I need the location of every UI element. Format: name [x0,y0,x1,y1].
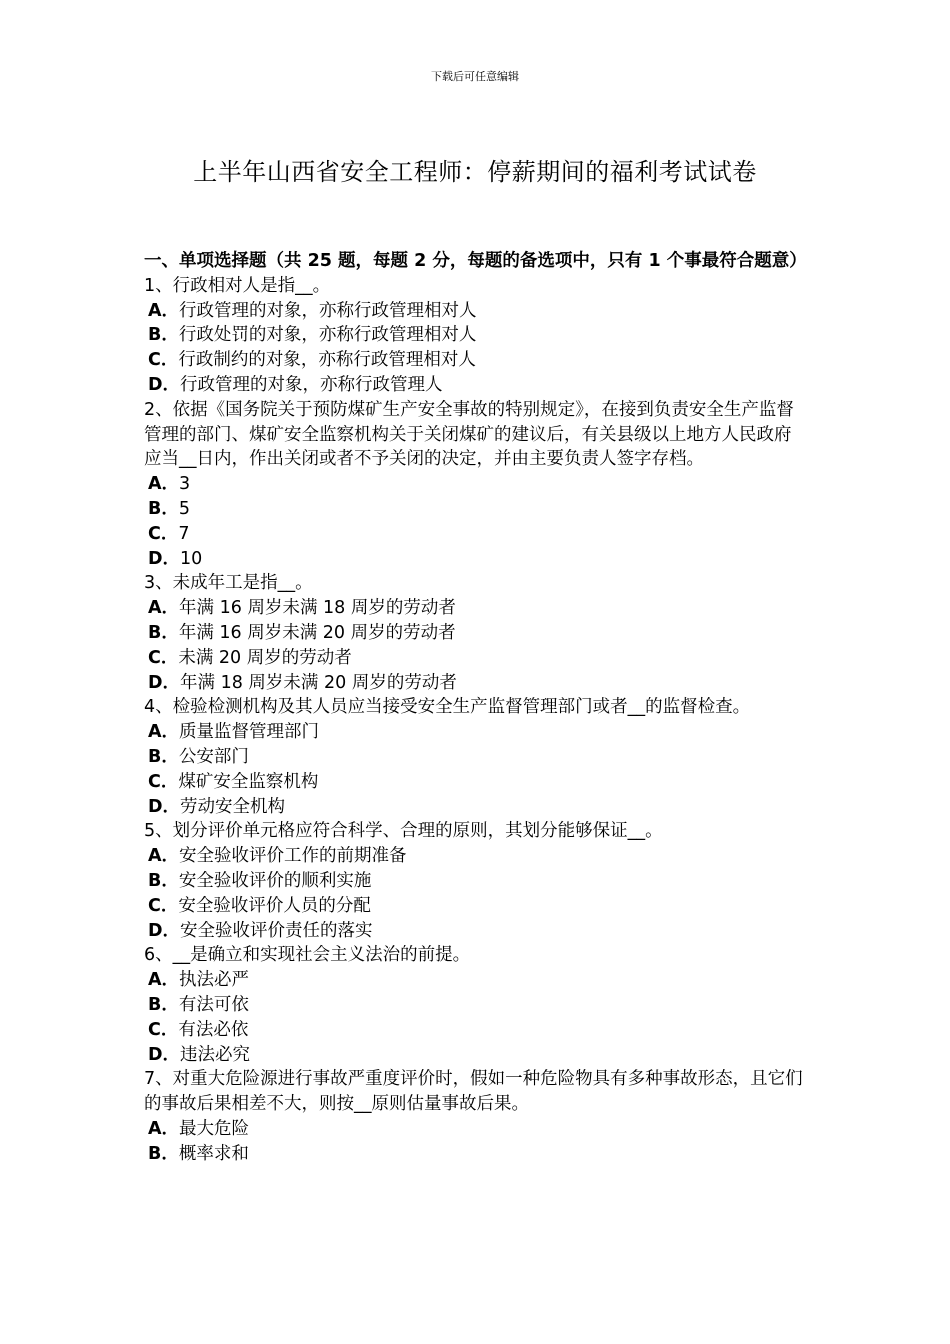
option-text: 行政管理的对象，亦称行政管理相对人 [179,300,477,321]
section-heading: 一、单项选择题（共 25 题，每题 2 分，每题的备选项中，只有 1 个事最符合题意） [144,251,807,271]
option-letter: D． [148,796,181,817]
option-letter: C． [148,523,179,544]
answer-option [144,348,808,373]
answer-option [144,1043,808,1068]
option-text: 劳动安全机构 [180,796,286,817]
option-text: 3 [179,474,191,495]
option-text: 7 [178,523,190,544]
option-text: 年满 16 周岁未满 18 周岁的劳动者 [179,598,456,619]
question-stem: 3、未成年工是指__。 [144,573,313,594]
question-stem: 6、__是确立和实现社会主义法治的前提。 [144,945,471,966]
option-text: 行政管理的对象，亦称行政管理人 [180,374,443,395]
answer-option [144,770,808,795]
answer-option [144,522,808,547]
option-letter: C． [148,350,179,371]
answer-option [144,968,808,993]
question-block [144,274,808,398]
answer-option [144,720,808,745]
document-title: 上半年山西省安全工程师：停薪期间的福利考试试卷 [193,158,757,186]
question-stem: 4、检验检测机构及其人员应当接受安全生产监督管理部门或者__的监督检查。 [144,697,751,718]
option-text: 概率求和 [178,1143,249,1164]
question-block [144,819,808,943]
option-text: 执法必严 [179,970,250,991]
option-letter: A． [148,722,180,743]
option-text: 有法必依 [178,1019,249,1040]
option-text: 煤矿安全监察机构 [178,771,319,792]
option-text: 公安部门 [178,746,249,767]
header-note: 下载后可任意编辑 [431,70,519,83]
question-stem: 2、依据《国务院关于预防煤矿生产安全事故的特别规定》，在接到负责安全生产监督管理的部门、煤矿安全监察机构关于关闭煤矿的建议后，有关县级以上地方人民政府应当__日内，作出关闭或者不予关闭的决定，并由主要负责人签字存档。 [144,399,794,470]
option-letter: B． [148,870,179,891]
question-stem: 5、划分评价单元格应符合科学、合理的原则，其划分能够保证__。 [144,821,663,842]
option-letter: C． [148,647,179,668]
option-letter: D． [148,548,181,569]
option-text: 安全验收评价工作的前期准备 [179,846,407,867]
answer-option [144,373,808,398]
option-text: 未满 20 周岁的劳动者 [178,647,352,668]
answer-option [144,497,808,522]
answer-option [144,919,808,944]
answer-option [144,869,808,894]
answer-option [144,299,808,324]
option-letter: A． [148,1118,180,1139]
question-block [144,398,808,572]
option-letter: B． [148,994,179,1015]
answer-option [144,646,808,671]
question-stem: 1、行政相对人是指__。 [144,275,331,296]
answer-option [144,671,808,696]
question-block [144,1067,808,1166]
option-text: 安全验收评价的顺利实施 [178,870,372,891]
answer-option [144,547,808,572]
option-letter: A． [148,970,180,991]
option-text: 年满 16 周岁未满 20 周岁的劳动者 [178,622,456,643]
option-letter: D． [148,374,181,395]
option-text: 行政制约的对象，亦称行政管理相对人 [178,350,476,371]
question-list [144,274,808,1167]
option-text: 10 [180,548,203,569]
option-letter: B． [148,622,179,643]
option-text: 有法可依 [178,994,249,1015]
question-block [144,695,808,819]
question-block [144,943,808,1067]
answer-option [144,596,808,621]
question-block [144,571,808,695]
option-letter: C． [148,1019,179,1040]
option-letter: D． [148,1044,181,1065]
answer-option [144,894,808,919]
answer-option [144,993,808,1018]
option-letter: B． [148,746,179,767]
question-stem: 7、对重大危险源进行事故严重度评价时，假如一种危险物具有多种事故形态，且它们的事故后果相差不大，则按__原则估量事故后果。 [144,1069,803,1115]
option-letter: A． [148,300,180,321]
answer-option [144,621,808,646]
option-letter: A． [148,846,180,867]
answer-option [144,323,808,348]
option-text: 安全验收评价责任的落实 [180,920,373,941]
option-text: 质量监督管理部门 [179,722,320,743]
option-letter: A． [148,474,180,495]
option-letter: C． [148,771,179,792]
option-text: 年满 18 周岁未满 20 周岁的劳动者 [180,672,457,693]
option-text: 最大危险 [179,1118,250,1139]
answer-option [144,472,808,497]
option-letter: B． [148,1143,179,1164]
answer-option [144,844,808,869]
option-letter: B． [148,325,179,346]
answer-option [144,745,808,770]
exam-content [144,249,808,1166]
option-letter: D． [148,672,181,693]
option-text: 违法必究 [180,1044,251,1065]
option-text: 安全验收评价人员的分配 [178,895,371,916]
answer-option [144,1018,808,1043]
option-letter: B． [148,498,179,519]
answer-option [144,1117,808,1142]
option-text: 行政处罚的对象，亦称行政管理相对人 [178,325,477,346]
answer-option [144,795,808,820]
option-letter: D． [148,920,181,941]
option-letter: A． [148,598,180,619]
answer-option [144,1142,808,1167]
option-letter: C． [148,895,179,916]
option-text: 5 [178,498,190,519]
